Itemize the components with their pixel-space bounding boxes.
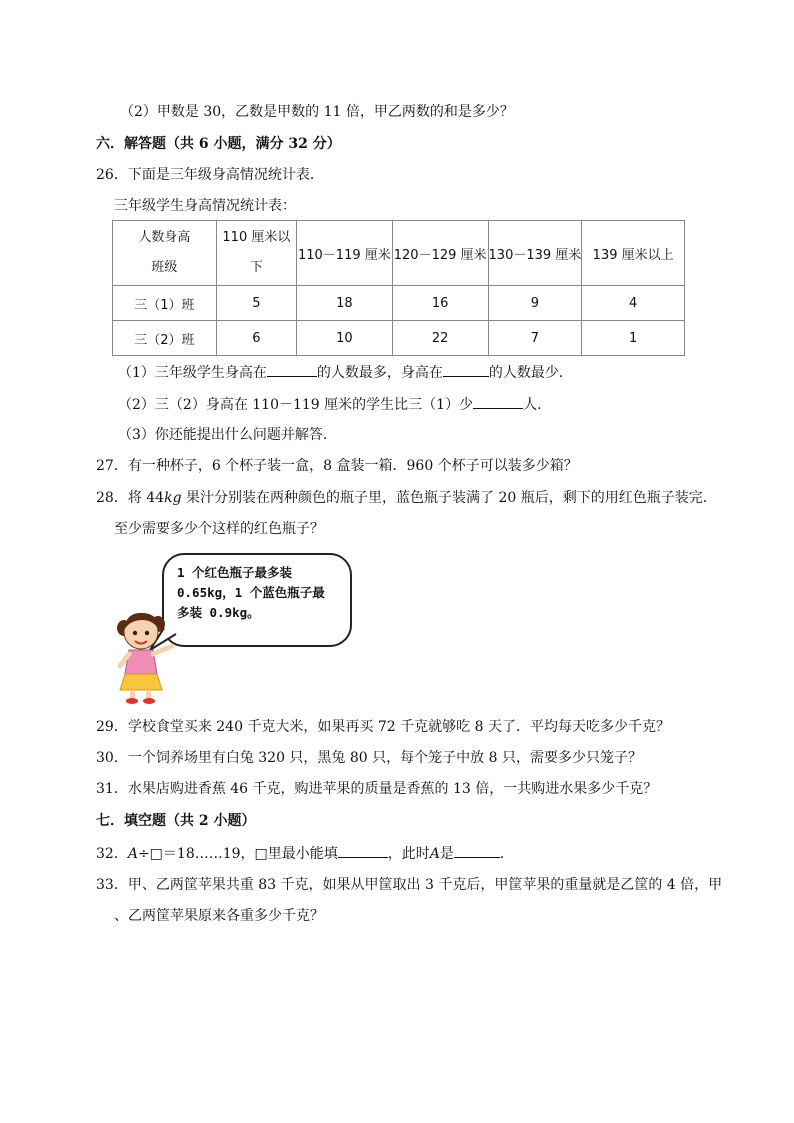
section7-title: 七．填空题（共 2 小题） xyxy=(96,813,256,829)
table-cell: 1 xyxy=(582,321,685,356)
q31: 31．水果店购进香蕉 46 千克，购进苹果的质量是香蕉的 13 倍，一共购进水果多少千克？ xyxy=(96,781,658,797)
column-header: 120－129 厘米 xyxy=(392,221,488,286)
answer-blank[interactable] xyxy=(443,362,489,377)
q26-part3: （3）你还能提出什么问题并解答． xyxy=(118,427,337,443)
answer-blank[interactable] xyxy=(473,394,523,409)
table-row xyxy=(113,286,685,321)
column-header: 110－119 厘米 xyxy=(296,221,392,286)
q33-line2: 、乙两筐苹果原来各重多少千克？ xyxy=(114,908,324,924)
column-header: 139 厘米以上 xyxy=(582,221,685,286)
q26-table-title: 三年级学生身高情况统计表： xyxy=(114,198,296,214)
table-cell: 5 xyxy=(216,286,296,321)
column-header: 130－139 厘米 xyxy=(488,221,582,286)
q26-part2: （2）三（2）身高在 110－119 厘米的学生比三（1）少 人． xyxy=(118,394,551,415)
table-cell: 18 xyxy=(296,286,392,321)
table-corner-cell xyxy=(113,221,217,286)
table-cell: 4 xyxy=(582,286,685,321)
table-cell: 10 xyxy=(296,321,392,356)
q29: 29．学校食堂买来 240 千克大米，如果再买 72 千克就够吃 8 天了．平均每天吃多少千克？ xyxy=(96,719,670,735)
table-cell: 9 xyxy=(488,286,582,321)
corner-top-label: 人数身高 xyxy=(138,230,191,245)
q32: 32．A÷□＝18……19，□里最小能填 ，此时A是 ． xyxy=(96,843,514,864)
height-stats-table xyxy=(112,220,685,356)
q33-line1: 33．甲、乙两筐苹果共重 83 千克，如果从甲筐取出 3 千克后，甲筐苹果的重量就是乙筐的 4 倍，甲 xyxy=(96,877,723,893)
table-cell: 7 xyxy=(488,321,582,356)
table-cell: 22 xyxy=(392,321,488,356)
speech-bubble-text: 1 个红色瓶子最多装 0.65kg，1 个蓝色瓶子最 多装 0.9kg。 xyxy=(177,565,325,620)
corner-bottom-label: 班级 xyxy=(151,260,178,275)
q25-part2: （2）甲数是 30，乙数是甲数的 11 倍，甲乙两数的和是多少？ xyxy=(120,104,514,120)
q27: 27．有一种杯子，6 个杯子装一盒，8 盒装一箱．960 个杯子可以装多少箱？ xyxy=(96,458,578,474)
answer-blank[interactable] xyxy=(338,843,388,858)
q26-stem: 26．下面是三年级身高情况统计表． xyxy=(96,167,324,183)
table-header-row xyxy=(113,221,685,286)
section6-title: 六．解答题（共 6 小题，满分 32 分） xyxy=(96,136,341,152)
q28-line1: 28．将 44kg 果汁分别装在两种颜色的瓶子里，蓝色瓶子装满了 20 瓶后，剩下的用红色瓶子装完． xyxy=(96,490,717,506)
row-class-label: 三（1）班 xyxy=(113,286,217,321)
answer-blank[interactable] xyxy=(454,843,500,858)
column-header: 110 厘米以下 xyxy=(216,221,296,286)
table-row xyxy=(113,321,685,356)
q28-line2: 至少需要多少个这样的红色瓶子？ xyxy=(114,521,324,537)
answer-blank[interactable] xyxy=(267,362,317,377)
row-class-label: 三（2）班 xyxy=(113,321,217,356)
q30: 30．一个饲养场里有白兔 320 只，黑兔 80 只，每个笼子中放 8 只，需要多少只笼子？ xyxy=(96,750,642,766)
table-cell: 6 xyxy=(216,321,296,356)
q26-part1: （1）三年级学生身高在 的人数最多，身高在 的人数最少． xyxy=(118,362,573,383)
girl-illustration-icon xyxy=(112,600,176,704)
table-cell: 16 xyxy=(392,286,488,321)
